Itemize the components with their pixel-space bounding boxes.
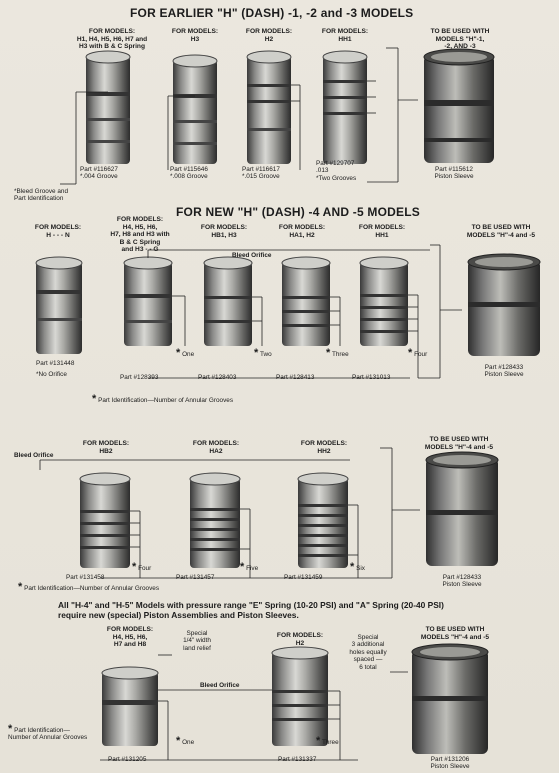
s3-legend: * Part Identification—Number of Annular Grooves — [18, 581, 160, 593]
s4-bleed-orifice: Bleed Orifice — [200, 682, 240, 689]
sleeve-131206 — [412, 644, 488, 754]
s1-part2: Part #115646 *.008 Groove — [170, 166, 208, 181]
spring-notice: All "H-4" and "H-5" Models with pressure range "E" Spring (10-20 PSI) and "A" Spring (20-40 PSI) require new (special) Piston Assemblies and Piston Sleeves. — [58, 600, 444, 620]
s2-groove-three: * Three — [326, 347, 349, 359]
s3-groove-five: * Five — [240, 561, 259, 573]
piston-116627 — [86, 51, 130, 164]
s3-sleeve-part: Part #128433 Piston Sleeve — [442, 574, 482, 589]
s3-model2-header: FOR MODELS: HA2 — [192, 440, 240, 455]
s1-footnote: *Bleed Groove and Part Identification — [14, 188, 69, 203]
s3-part3: Part #131459 — [284, 574, 323, 581]
piston-128403 — [204, 257, 252, 346]
s1-sleeve-part: Part #115612 Piston Sleeve — [434, 166, 474, 181]
piston-115646 — [173, 55, 217, 164]
s2-groove-two: * Two — [254, 347, 272, 359]
piston-131448 — [36, 257, 82, 354]
s1-model2-header: FOR MODELS: H3 — [171, 28, 219, 43]
section2-title: FOR NEW "H" (DASH) -4 AND -5 MODELS — [176, 205, 420, 219]
piston-131205 — [102, 667, 158, 746]
s1-model3-header: FOR MODELS: H2 — [245, 28, 293, 43]
s2-model2-header: FOR MODELS: H4, H5, H6, H7, H8 and H3 with B & C Spring and H3 - - G — [110, 216, 170, 254]
s1-part4: Part #129707 .013 *Two Grooves — [316, 160, 357, 182]
s3-part2: Part #131457 — [176, 574, 215, 581]
piston-131459 — [298, 473, 348, 568]
s2-part1: Part #131448 *No Orifice — [36, 360, 75, 379]
s4-model1-header: FOR MODELS: H4, H5, H6, H7 and H8 — [106, 626, 154, 649]
s4-groove-one: * One — [176, 735, 195, 747]
s2-part3: Part #128403 — [198, 374, 237, 381]
s2-model5-header: FOR MODELS: HH1 — [358, 224, 406, 239]
piston-116617 — [247, 51, 291, 164]
s1-model1-header: FOR MODELS: H1, H4, H5, H6, H7 and H3 with B & C Spring — [76, 28, 148, 51]
s3-bleed-orifice: Bleed Orifice — [14, 452, 54, 459]
s2-model3-header: FOR MODELS: HB1, H3 — [200, 224, 248, 239]
s4-part1: Part #131205 — [108, 756, 147, 763]
s4-special-relief: Special 1/4" width land relief — [183, 630, 211, 652]
s4-part2: Part #131337 — [278, 756, 317, 763]
s2-part4: Part #128413 — [276, 374, 315, 381]
piston-131337 — [272, 647, 328, 746]
s2-groove-one: * One — [176, 347, 195, 359]
s1-model4-header: FOR MODELS: HH1 — [321, 28, 369, 43]
s2-model1-header: FOR MODELS: H - - - N — [34, 224, 82, 239]
piston-129707 — [323, 51, 367, 164]
piston-128393 — [124, 257, 172, 346]
piston-131013 — [360, 257, 408, 346]
s4-groove-three: * Three — [316, 735, 339, 747]
piston-131458 — [80, 473, 130, 568]
s1-part3: Part #116617 *.015 Groove — [242, 166, 280, 181]
s2-part5: Part #131013 — [352, 374, 391, 381]
sleeve-128433-b — [426, 452, 498, 566]
s3-sleeve-header: TO BE USED WITH MODELS "H"-4 and -5 — [424, 436, 494, 451]
s3-model3-header: FOR MODELS: HH2 — [300, 440, 348, 455]
s3-part1: Part #131458 — [66, 574, 105, 581]
s2-sleeve-part: Part #128433 Piston Sleeve — [484, 364, 524, 379]
s4-sleeve-header: TO BE USED WITH MODELS "H"-4 and -5 — [420, 626, 490, 641]
s3-groove-six: * Six — [350, 561, 365, 573]
s2-model4-header: FOR MODELS: HA1, H2 — [278, 224, 326, 239]
s4-sleeve-part: Part #131206 Piston Sleeve — [430, 756, 470, 771]
s2-bleed-orifice: Bleed Orifice — [232, 252, 272, 259]
piston-131457 — [190, 473, 240, 568]
s1-part1: Part #116627 *.004 Groove — [80, 166, 118, 181]
s3-groove-four: * Four — [132, 561, 152, 573]
section1-title: FOR EARLIER "H" (DASH) -1, -2 and -3 MODELS — [130, 6, 414, 20]
s4-model2-header: FOR MODELS: H2 — [276, 632, 324, 647]
s1-sleeve-header: TO BE USED WITH MODELS "H"-1, -2, AND -3 — [430, 28, 490, 51]
piston-128413 — [282, 257, 330, 346]
s2-sleeve-header: TO BE USED WITH MODELS "H"-4 and -5 — [466, 224, 536, 239]
sleeve-128433-a — [468, 254, 540, 356]
s4-legend: * Part Identification— Number of Annular Grooves — [8, 723, 88, 742]
s2-legend: * Part Identification—Number of Annular Grooves — [92, 393, 234, 405]
s2-groove-four: * Four — [408, 347, 428, 359]
s3-model1-header: FOR MODELS: HB2 — [82, 440, 130, 455]
s2-part2: Part #128393 — [120, 374, 159, 381]
s4-special-holes: Special 3 additional holes equally spaced — 6 total — [349, 634, 387, 671]
sleeve-115612 — [424, 49, 494, 163]
